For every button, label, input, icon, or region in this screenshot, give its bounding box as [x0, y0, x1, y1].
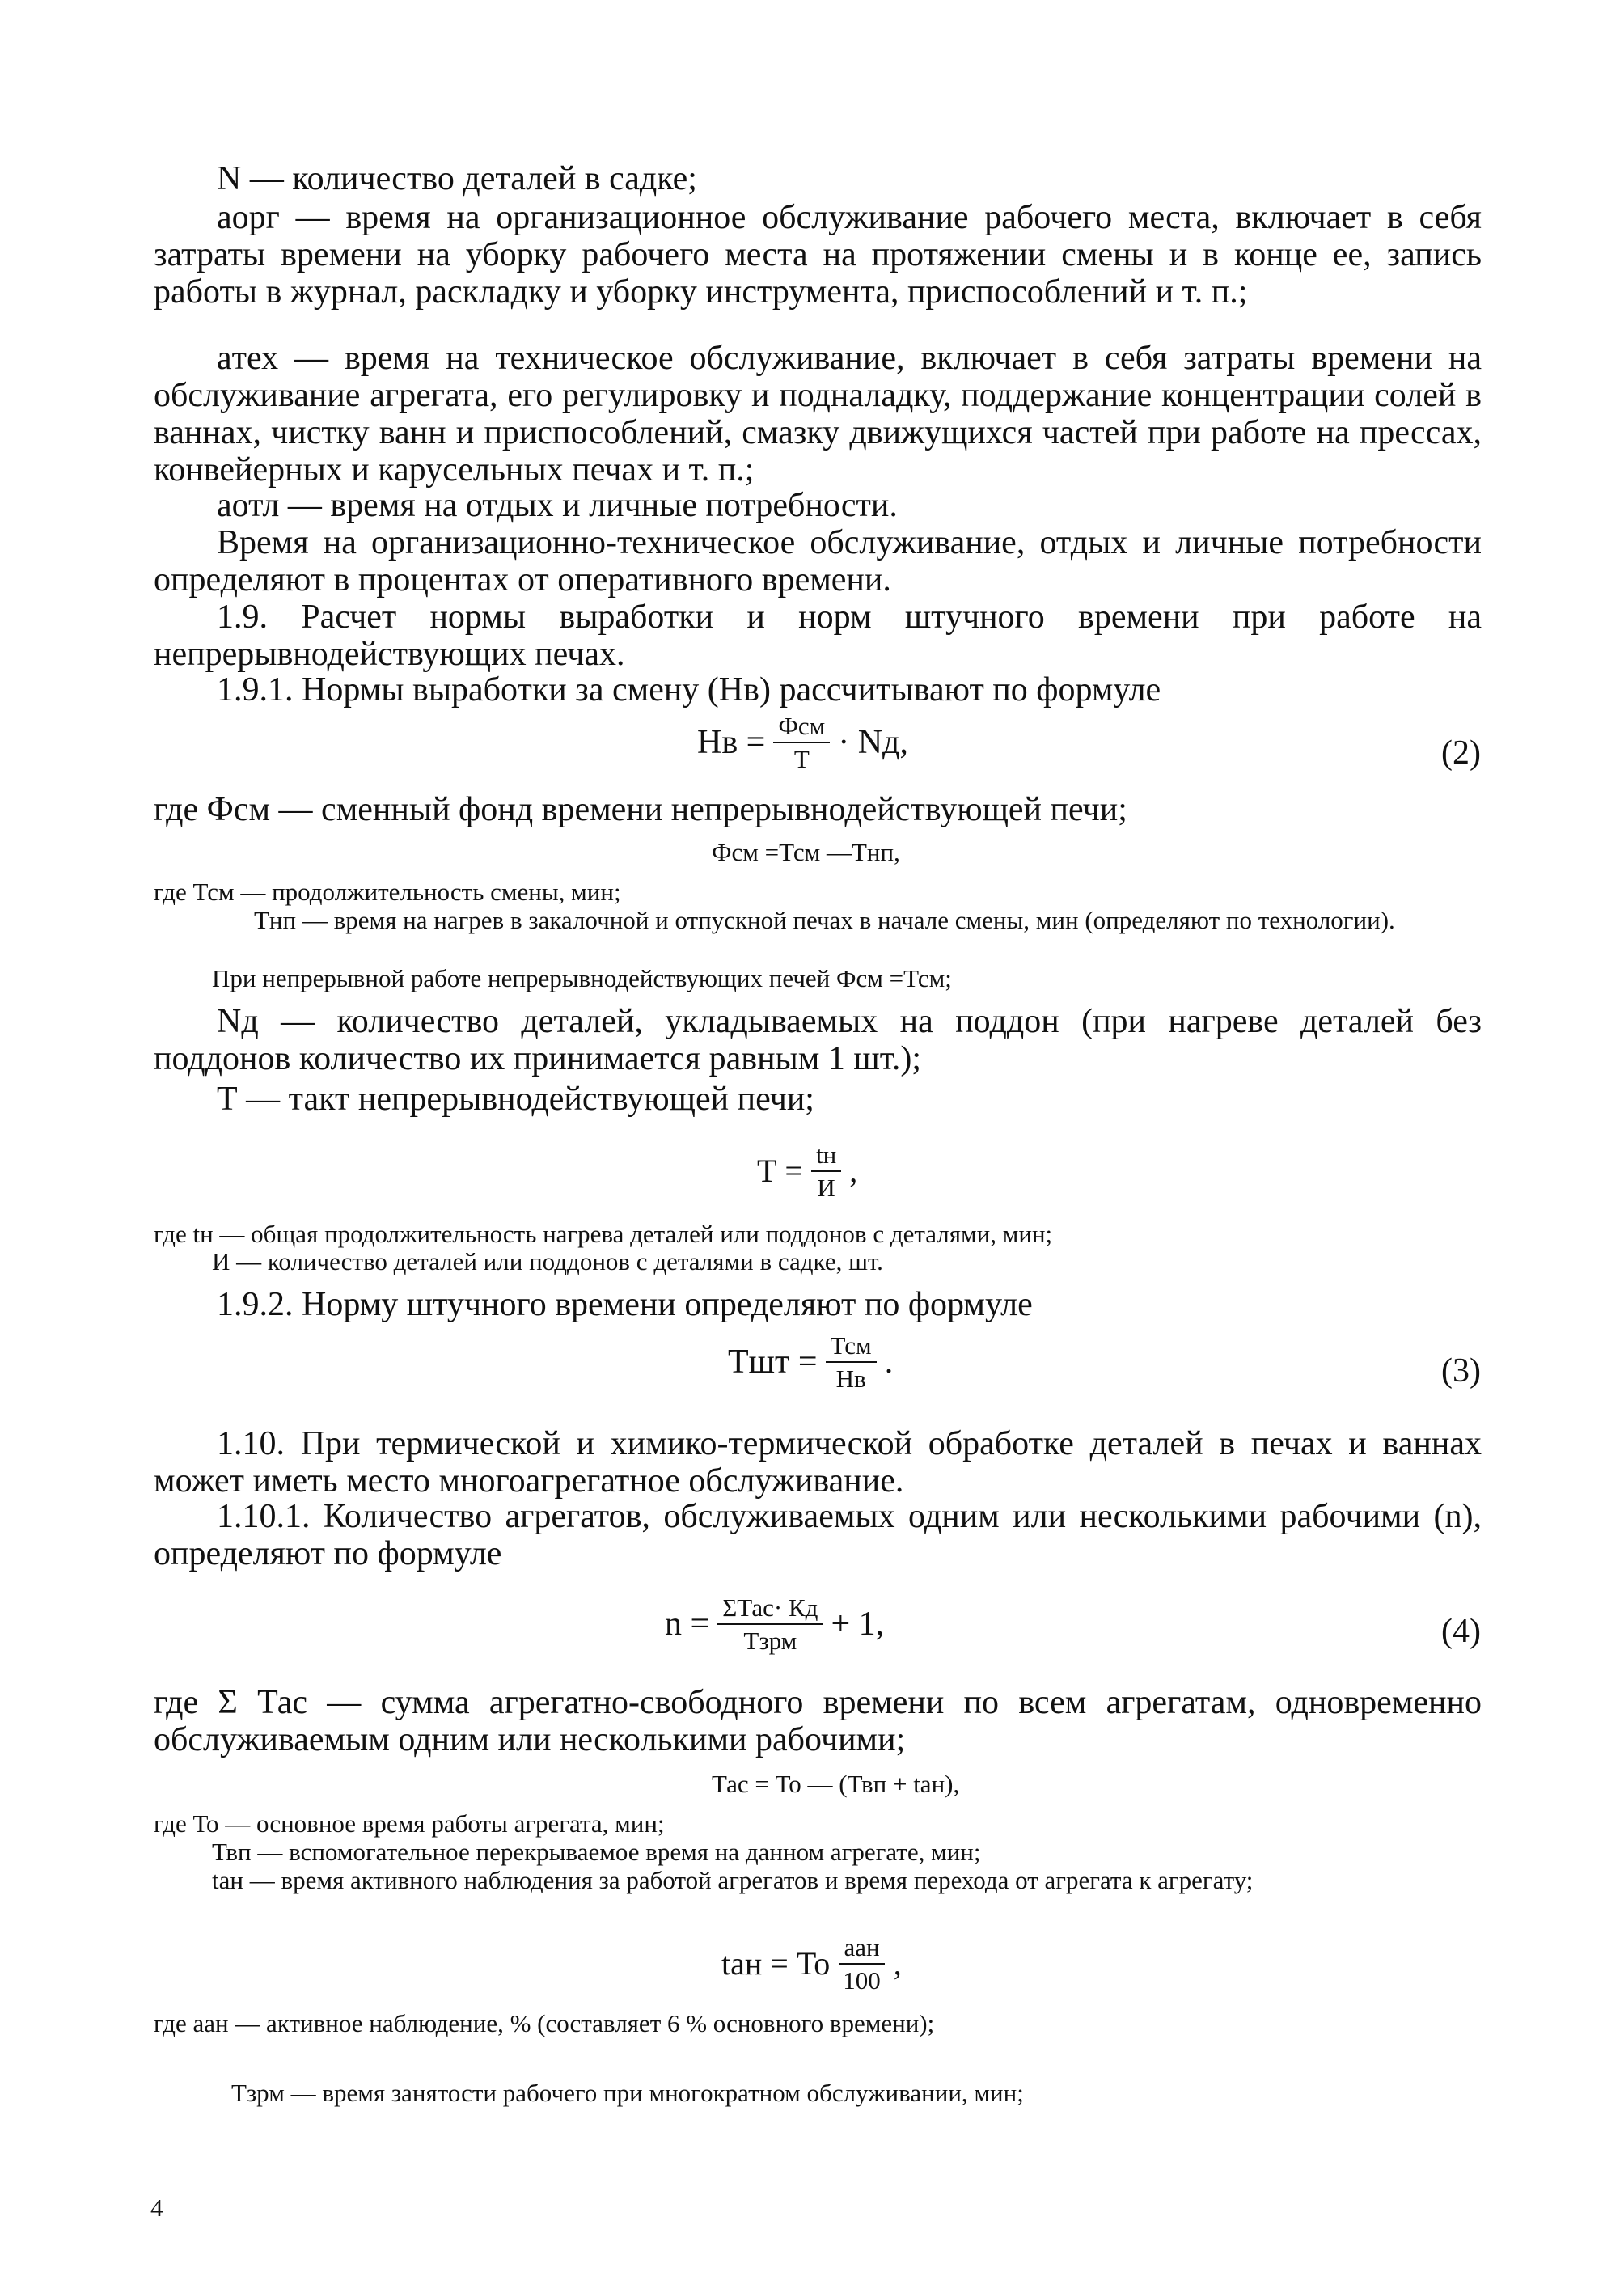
formula-2 [697, 712, 908, 773]
formula-t-an-lhs: tан = То [721, 1945, 831, 1982]
formula-3-numerator: Тсм [826, 1331, 877, 1363]
formula-t-ac: Тас = То — (Твп + tан), [712, 1770, 960, 1798]
def-t-n: где tн — общая продолжительность нагрева деталей или поддонов с деталями, мин; [154, 1220, 1053, 1248]
formula-takt-lhs: Т = [757, 1153, 803, 1189]
formula-2-rhs: · Nд, [838, 724, 908, 761]
def-t-zrm: Тзрм — время занятости рабочего при многократном обслуживании, мин; [231, 2079, 1024, 2107]
def-n-d: Nд — количество деталей, укладываемых на поддон (при нагреве деталей без поддонов количество их принимается равным 1 шт.); [154, 1003, 1482, 1077]
section-1-10: 1.10. При термической и химико-термической обработке деталей в печах и ваннах может иметь место многоагрегатное обслуживание. [154, 1425, 1482, 1500]
formula-2-numerator: Фсм [773, 712, 830, 743]
formula-4-lhs: n = [665, 1606, 710, 1643]
def-t-takt: Т — такт непрерывнодействующей печи; [217, 1081, 814, 1118]
formula-4-denominator: Тзрм [743, 1627, 797, 1655]
equation-number-2: (2) [1441, 734, 1481, 772]
formula-3-fraction [826, 1331, 877, 1393]
formula-takt-numerator: tн [811, 1140, 841, 1172]
formula-phi-sm: Фсм =Тсм —Тнп, [712, 838, 900, 866]
formula-takt [757, 1140, 857, 1202]
section-1-9-1: 1.9.1. Нормы выработки за смену (Hв) рассчитывают по формуле [217, 671, 1161, 709]
formula-t-an [721, 1933, 902, 1995]
def-n: N — количество деталей в садке; [217, 160, 697, 197]
def-sum-t-ac: где Σ Тас — сумма агрегатно-свободного времени по всем агрегатам, одновременно обслуживаемым одним или несколькими рабочими; [154, 1684, 1482, 1758]
formula-3-lhs: Тшт = [728, 1343, 818, 1381]
formula-t-an-fraction [838, 1933, 886, 1995]
formula-2-lhs: Hв = [697, 724, 766, 761]
section-1-9-2: 1.9.2. Норму штучного времени определяют по формуле [217, 1286, 1033, 1323]
paragraph-time-percent: Время на организационно-техническое обслуживание, отдых и личные потребности определяют в процентах от оперативного времени. [154, 524, 1482, 599]
def-i: И — количество деталей или поддонов с деталями в садке, шт. [212, 1247, 883, 1276]
formula-takt-denominator: И [817, 1174, 835, 1202]
formula-4-numerator: ΣТас· Кд [717, 1593, 823, 1625]
formula-2-fraction [773, 712, 830, 773]
formula-2-denominator: T [793, 745, 810, 773]
formula-takt-rhs: , [849, 1153, 858, 1189]
formula-t-an-numerator: aан [839, 1933, 884, 1965]
def-t-an: tан — время активного наблюдения за работой агрегатов и время перехода от агрегата к агрегату; [212, 1866, 1254, 1894]
def-a-org: aорг — время на организационное обслуживание рабочего места, включает в себя затраты времени на уборку рабочего места на протяжении смены и в конце ее, запись работы в журнал, раскладку и уборку инструмента, приспособлений и т. п.; [154, 199, 1482, 311]
def-t-np: Тнп — время на нагрев в закалочной и отпускной печах в начале смены, мин (определяют по технологии). [254, 906, 1395, 934]
formula-3-denominator: Нв [835, 1364, 866, 1393]
formula-t-an-denominator: 100 [843, 1966, 881, 1995]
formula-takt-fraction [811, 1140, 841, 1202]
def-phi-sm: где Фсм — сменный фонд времени непрерывнодействующей печи; [154, 791, 1127, 828]
page-number: 4 [150, 2194, 163, 2222]
def-t-o: где То — основное время работы агрегата, мин; [154, 1809, 665, 1838]
def-a-tech: aтех — время на техническое обслуживание, включает в себя затраты времени на обслуживание агрегата, его регулировку и подналадку, поддержание концентрации солей в ваннах, чистку ванн и приспособлений, смазку движущихся частей при работе на прессах, конвейерных и карусельных печах и т. п.; [154, 340, 1482, 489]
section-1-9: 1.9. Расчет нормы выработки и норм штучного времени при работе на непрерывнодействующих печах. [154, 599, 1482, 673]
formula-3 [728, 1331, 893, 1393]
def-a-otl: aотл — время на отдых и личные потребности. [217, 487, 898, 524]
formula-4-fraction [717, 1593, 823, 1655]
equation-number-4: (4) [1441, 1613, 1481, 1650]
def-a-an: где aан — активное наблюдение, % (составляет 6 % основного времени); [154, 2009, 935, 2037]
formula-4-rhs: + 1, [831, 1606, 885, 1643]
note-continuous-work: При непрерывной работе непрерывнодействующих печей Фсм =Тсм; [212, 964, 952, 992]
formula-4 [665, 1593, 884, 1655]
equation-number-3: (3) [1441, 1352, 1481, 1390]
formula-3-rhs: . [884, 1343, 894, 1381]
def-t-vp: Твп — вспомогательное перекрываемое время на данном агрегате, мин; [212, 1838, 981, 1866]
formula-t-an-rhs: , [893, 1945, 902, 1982]
def-t-sm: где Тсм — продолжительность смены, мин; [154, 878, 621, 906]
section-1-10-1: 1.10.1. Количество агрегатов, обслуживаемых одним или несколькими рабочими (n), определяют по формуле [154, 1498, 1482, 1572]
